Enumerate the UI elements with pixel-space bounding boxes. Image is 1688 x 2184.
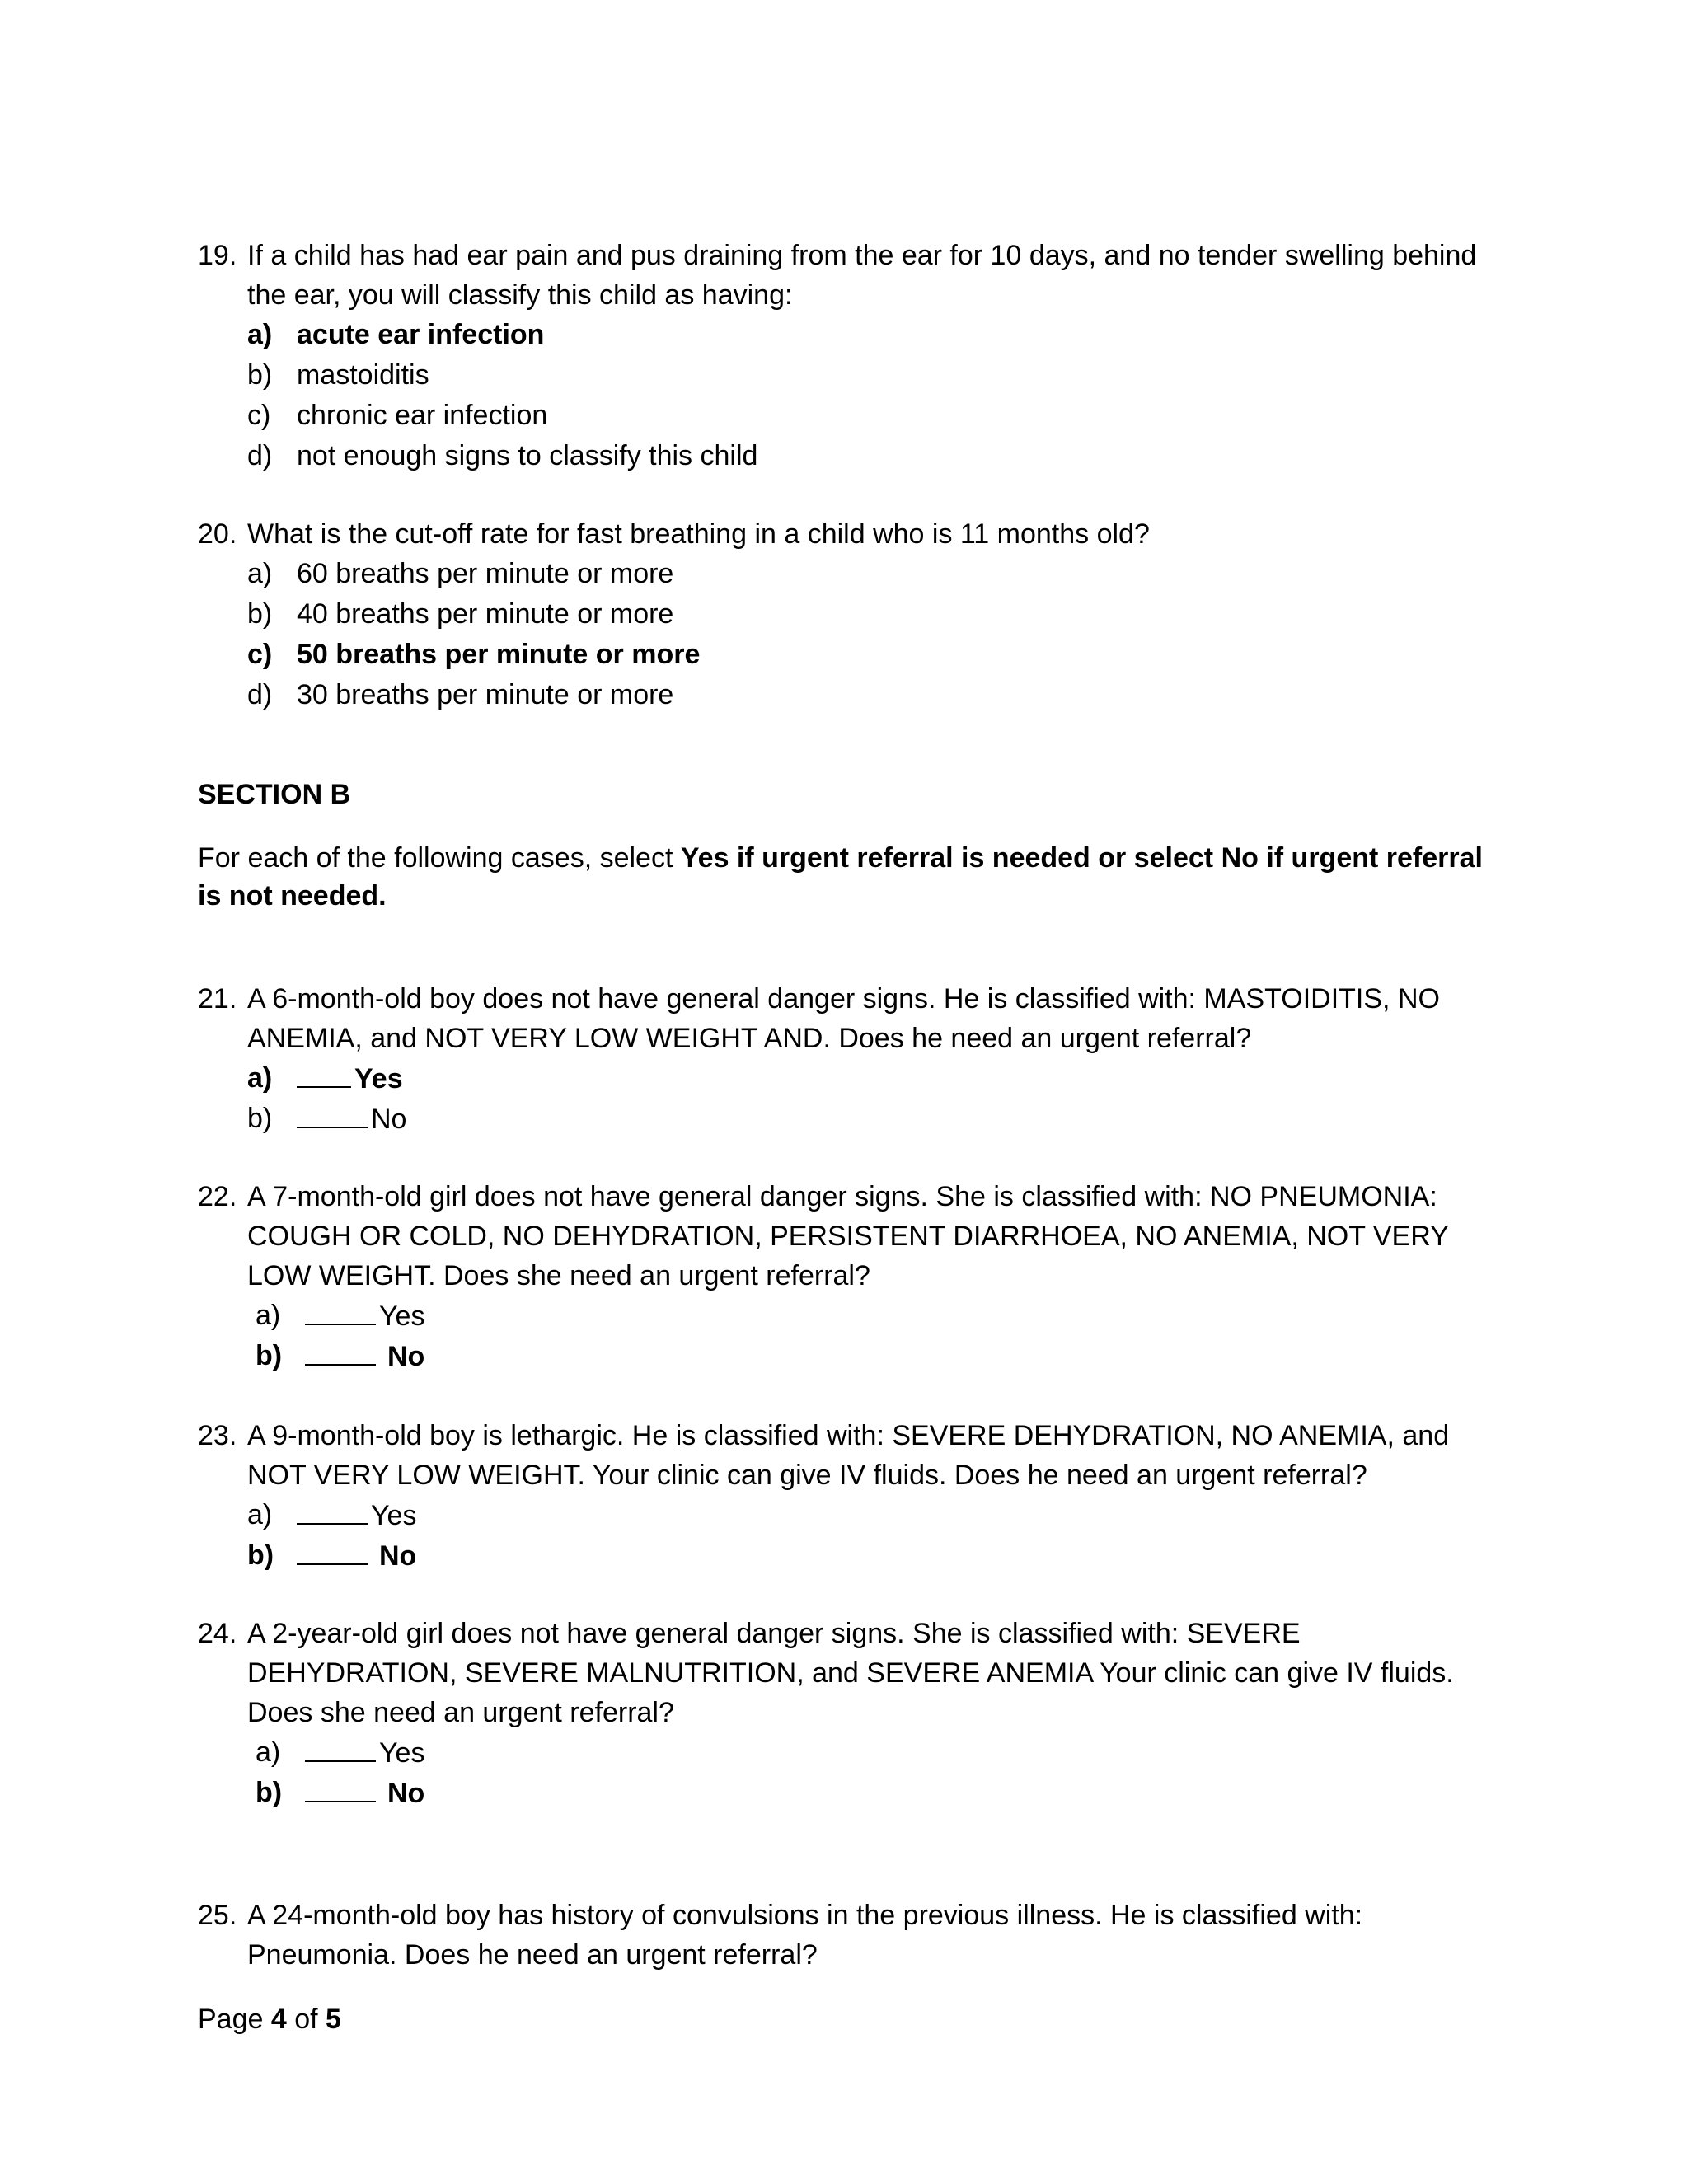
question-22 xyxy=(198,1177,1500,1376)
instruction-emphasis: Yes if urgent referral is needed or select No if urgent referral is not needed. xyxy=(198,842,1483,912)
option-text: No xyxy=(387,1341,425,1372)
option-letter: c) xyxy=(247,400,271,431)
question-text: A 9-month-old boy is lethargic. He is classified with: SEVERE DEHYDRATION, NO ANEMIA, and NOT VERY LOW WEIGHT. Your clinic can give IV fluids. Does he need an urgent referral? xyxy=(247,1420,1450,1491)
option-no xyxy=(256,1773,1500,1813)
question-text: A 7-month-old girl does not have general danger signs. She is classified with: NO PNEUMONIA: COUGH OR COLD, NO DEHYDRATION, PERSISTENT DIARRHOEA, NO ANEMIA, NOT VERY LOW WEIGHT. Does she need an urgent referral? xyxy=(247,1181,1449,1291)
option-text: Yes xyxy=(379,1737,425,1769)
question-text: A 24-month-old boy has history of convulsions in the previous illness. He is classified with: Pneumonia. Does he need an urgent referral? xyxy=(247,1900,1363,1971)
option-letter: b) xyxy=(247,598,273,630)
option-letter: b) xyxy=(247,359,273,391)
answer-blank xyxy=(305,1296,376,1325)
option-a xyxy=(247,554,1500,594)
question-number: 21. xyxy=(198,983,237,1015)
option-letter: a) xyxy=(247,319,273,350)
option-text: acute ear infection xyxy=(297,319,545,350)
option-text: mastoiditis xyxy=(297,359,429,391)
answer-blank xyxy=(305,1336,376,1366)
answer-blank xyxy=(305,1732,376,1762)
page-total: 5 xyxy=(326,2004,341,2035)
question-number: 25. xyxy=(198,1900,237,1931)
option-d xyxy=(247,675,1500,715)
option-letter: b) xyxy=(247,1103,273,1134)
option-letter: b) xyxy=(247,1540,274,1571)
page-current: 4 xyxy=(270,2004,287,2035)
question-24 xyxy=(198,1614,1500,1813)
option-yes xyxy=(256,1296,1500,1336)
instruction-prefix: For each of the following cases, select xyxy=(198,842,681,874)
answer-blank xyxy=(297,1495,368,1525)
question-19 xyxy=(198,236,1500,476)
option-text: 50 breaths per minute or more xyxy=(297,639,701,670)
option-text: Yes xyxy=(354,1063,403,1094)
question-23 xyxy=(198,1416,1500,1576)
option-no xyxy=(247,1535,1500,1576)
option-letter: d) xyxy=(247,679,273,710)
option-a xyxy=(247,315,1500,355)
question-number: 24. xyxy=(198,1618,237,1649)
option-text: No xyxy=(371,1104,407,1135)
option-letter: d) xyxy=(247,440,273,471)
option-letter: c) xyxy=(247,639,273,670)
question-text: What is the cut-off rate for fast breathing in a child who is 11 months old? xyxy=(247,518,1150,550)
question-number: 19. xyxy=(198,240,237,271)
option-d xyxy=(247,436,1500,476)
question-text: A 6-month-old boy does not have general danger signs. He is classified with: MASTOIDITIS, NO ANEMIA, and NOT VERY LOW WEIGHT AND. Does he need an urgent referral? xyxy=(247,983,1440,1054)
answer-blank xyxy=(297,1535,368,1565)
option-text: No xyxy=(387,1778,425,1809)
section-heading: SECTION B xyxy=(198,779,351,810)
option-text: Yes xyxy=(379,1301,425,1332)
option-no xyxy=(247,1099,1500,1139)
answer-blank xyxy=(297,1099,368,1128)
option-letter: a) xyxy=(256,1736,281,1768)
option-yes xyxy=(247,1058,1500,1099)
option-c xyxy=(247,635,1500,675)
option-yes xyxy=(247,1495,1500,1535)
option-letter: b) xyxy=(256,1777,283,1808)
option-text: chronic ear infection xyxy=(297,400,548,431)
option-b xyxy=(247,594,1500,635)
option-text: not enough signs to classify this child xyxy=(297,440,758,471)
answer-blank xyxy=(297,1058,351,1088)
page-footer xyxy=(198,1999,341,2039)
option-yes xyxy=(256,1732,1500,1773)
option-text: 60 breaths per minute or more xyxy=(297,558,674,589)
question-number: 23. xyxy=(198,1420,237,1451)
option-letter: b) xyxy=(256,1340,283,1371)
option-letter: a) xyxy=(247,1062,273,1094)
question-20 xyxy=(198,514,1500,715)
option-b xyxy=(247,355,1500,396)
question-text: A 2-year-old girl does not have general danger signs. She is classified with: SEVERE DEHYDRATION, SEVERE MALNUTRITION, and SEVERE ANEMIA Your clinic can give IV fluids. Does she need an urgent referral? xyxy=(247,1618,1454,1728)
question-21 xyxy=(198,979,1500,1139)
option-letter: a) xyxy=(256,1300,281,1331)
option-letter: a) xyxy=(247,1499,273,1530)
option-text: No xyxy=(379,1540,417,1572)
answer-blank xyxy=(305,1773,376,1802)
question-number: 20. xyxy=(198,518,237,550)
option-text: Yes xyxy=(371,1500,417,1531)
option-text: 30 breaths per minute or more xyxy=(297,679,674,710)
question-25 xyxy=(198,1896,1500,1975)
option-letter: a) xyxy=(247,558,273,589)
footer-middle: of xyxy=(286,2004,326,2035)
question-number: 22. xyxy=(198,1181,237,1212)
option-text: 40 breaths per minute or more xyxy=(297,598,674,630)
option-no xyxy=(256,1336,1500,1376)
question-text: If a child has had ear pain and pus draining from the ear for 10 days, and no tender swelling behind the ear, you will classify this child as having: xyxy=(247,240,1477,311)
section-instruction xyxy=(198,839,1500,915)
footer-prefix: Page xyxy=(198,2004,271,2035)
option-c xyxy=(247,396,1500,436)
